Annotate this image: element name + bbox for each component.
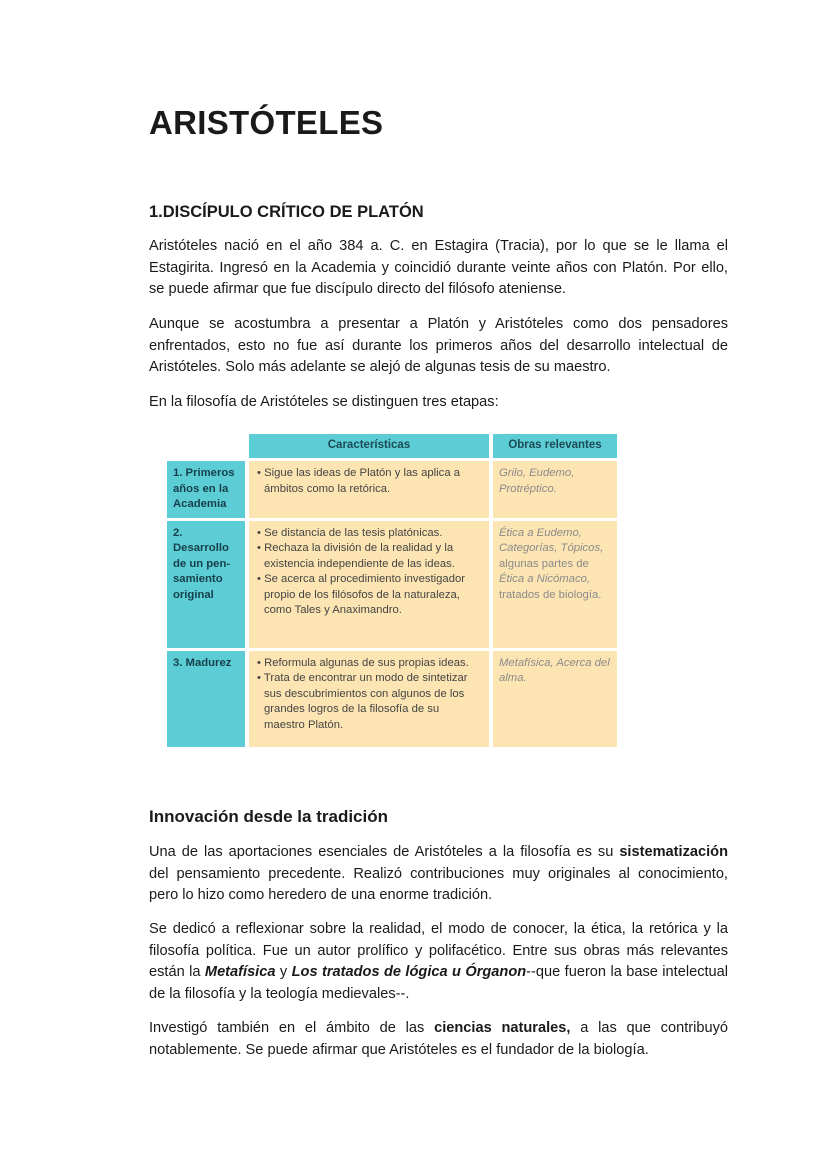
works-cell (493, 651, 617, 747)
characteristics-cell (249, 651, 489, 747)
paragraph: En la filosofía de Aristóteles se distinguen tres etapas: (149, 394, 499, 410)
list-item: • Rechaza la división de la realidad y la existencia independiente de las ideas. (255, 541, 483, 572)
page-title: ARISTÓTELES (149, 104, 384, 141)
list-item: • Trata de encontrar un modo de sintetizar sus descubrimientos con algunos de los grandes logros de la filosofía de su maestro Platón. (255, 671, 483, 733)
table-row (167, 521, 617, 648)
works-text: Ética a Eudemo, Categorías, Tópicos, (499, 526, 604, 554)
characteristics-cell (249, 461, 489, 518)
paragraph: Aunque se acostumbra a presentar a Platón y Aristóteles como dos pensadores enfrentados, esto no fue así durante los primeros años del desarrollo intelectual de Aristóteles. Solo más adelante se alejó de algunas tesis de su maestro. (149, 316, 728, 375)
bold-italic-text: Metafísica (204, 964, 276, 980)
works-text: Metafísica, Acerca del alma. (499, 656, 610, 684)
text: Investigó también en el ámbito de las (149, 1020, 435, 1036)
text: Se dedicó a reflexionar sobre la realidad, el modo de conocer, la ética, la retórica y la filosofía política. Fue un autor prolífico y polifacético. Entre sus obras más relevantes están la (149, 921, 728, 980)
column-header: Obras relevantes (493, 434, 617, 458)
text: Una de las aportaciones esenciales de Aristóteles a la filosofía es su (149, 844, 620, 860)
list-item: • Se acerca al procedimiento investigador propio de los filósofos de la naturaleza, como Tales y Anaximandro. (255, 572, 483, 619)
table-row (167, 461, 617, 518)
paragraph (149, 919, 728, 1005)
text: del pensamiento precedente. Realizó contribuciones muy originales al conocimiento, pero lo hizo como heredero de una enorme tradición. (149, 865, 728, 903)
paragraph (149, 1018, 728, 1061)
column-header: Características (249, 434, 489, 458)
characteristics-cell (249, 521, 489, 648)
text: --que fueron la base intelectual de la filosofía y la teología medievales--. (149, 964, 729, 1002)
table-row (167, 651, 617, 747)
paragraph: Aristóteles nació en el año 384 a. C. en Estagira (Tracia), por lo que se le llama el Estagirita. Ingresó en la Academia y coincidió durante veinte años con Platón. Por ello, se puede afirmar que fue discípulo directo del filósofo ateniense. (149, 238, 728, 297)
list-item: • Se distancia de las tesis platónicas. (255, 526, 483, 542)
works-text: Ética a Nicómaco, (499, 573, 591, 585)
text: y (275, 964, 292, 980)
section-heading: 1.DISCÍPULO CRÍTICO DE PLATÓN (149, 203, 424, 221)
stage-label: 3. Madurez (167, 651, 245, 747)
section-heading: Innovación desde la tradición (149, 807, 388, 826)
stage-label: 1. Primeros años en la Academia (167, 461, 245, 518)
list-item: • Sigue las ideas de Platón y las aplica a ámbitos como la retórica. (255, 466, 483, 497)
works-text: tratados de biología. (499, 588, 602, 601)
bold-italic-text: Los tratados de lógica u Órganon (291, 964, 527, 980)
works-text: Grilo, Eudemo, Protréptico. (499, 467, 575, 495)
paragraph (149, 842, 728, 907)
stages-table (163, 431, 621, 750)
works-text: algunas partes de (499, 557, 589, 570)
bold-text: sistematización (619, 844, 728, 860)
works-cell (493, 461, 617, 518)
bold-text: ciencias naturales, (434, 1020, 571, 1036)
works-cell (493, 521, 617, 648)
list-item: • Reformula algunas de sus propias ideas. (255, 656, 483, 672)
table-header-row (167, 434, 617, 458)
stage-label: 2. Desarrollo de un pen-samiento original (167, 521, 245, 648)
text: a las que contribuyó notablemente. Se puede afirmar que Aristóteles es el fundador de la biología. (149, 1020, 729, 1058)
